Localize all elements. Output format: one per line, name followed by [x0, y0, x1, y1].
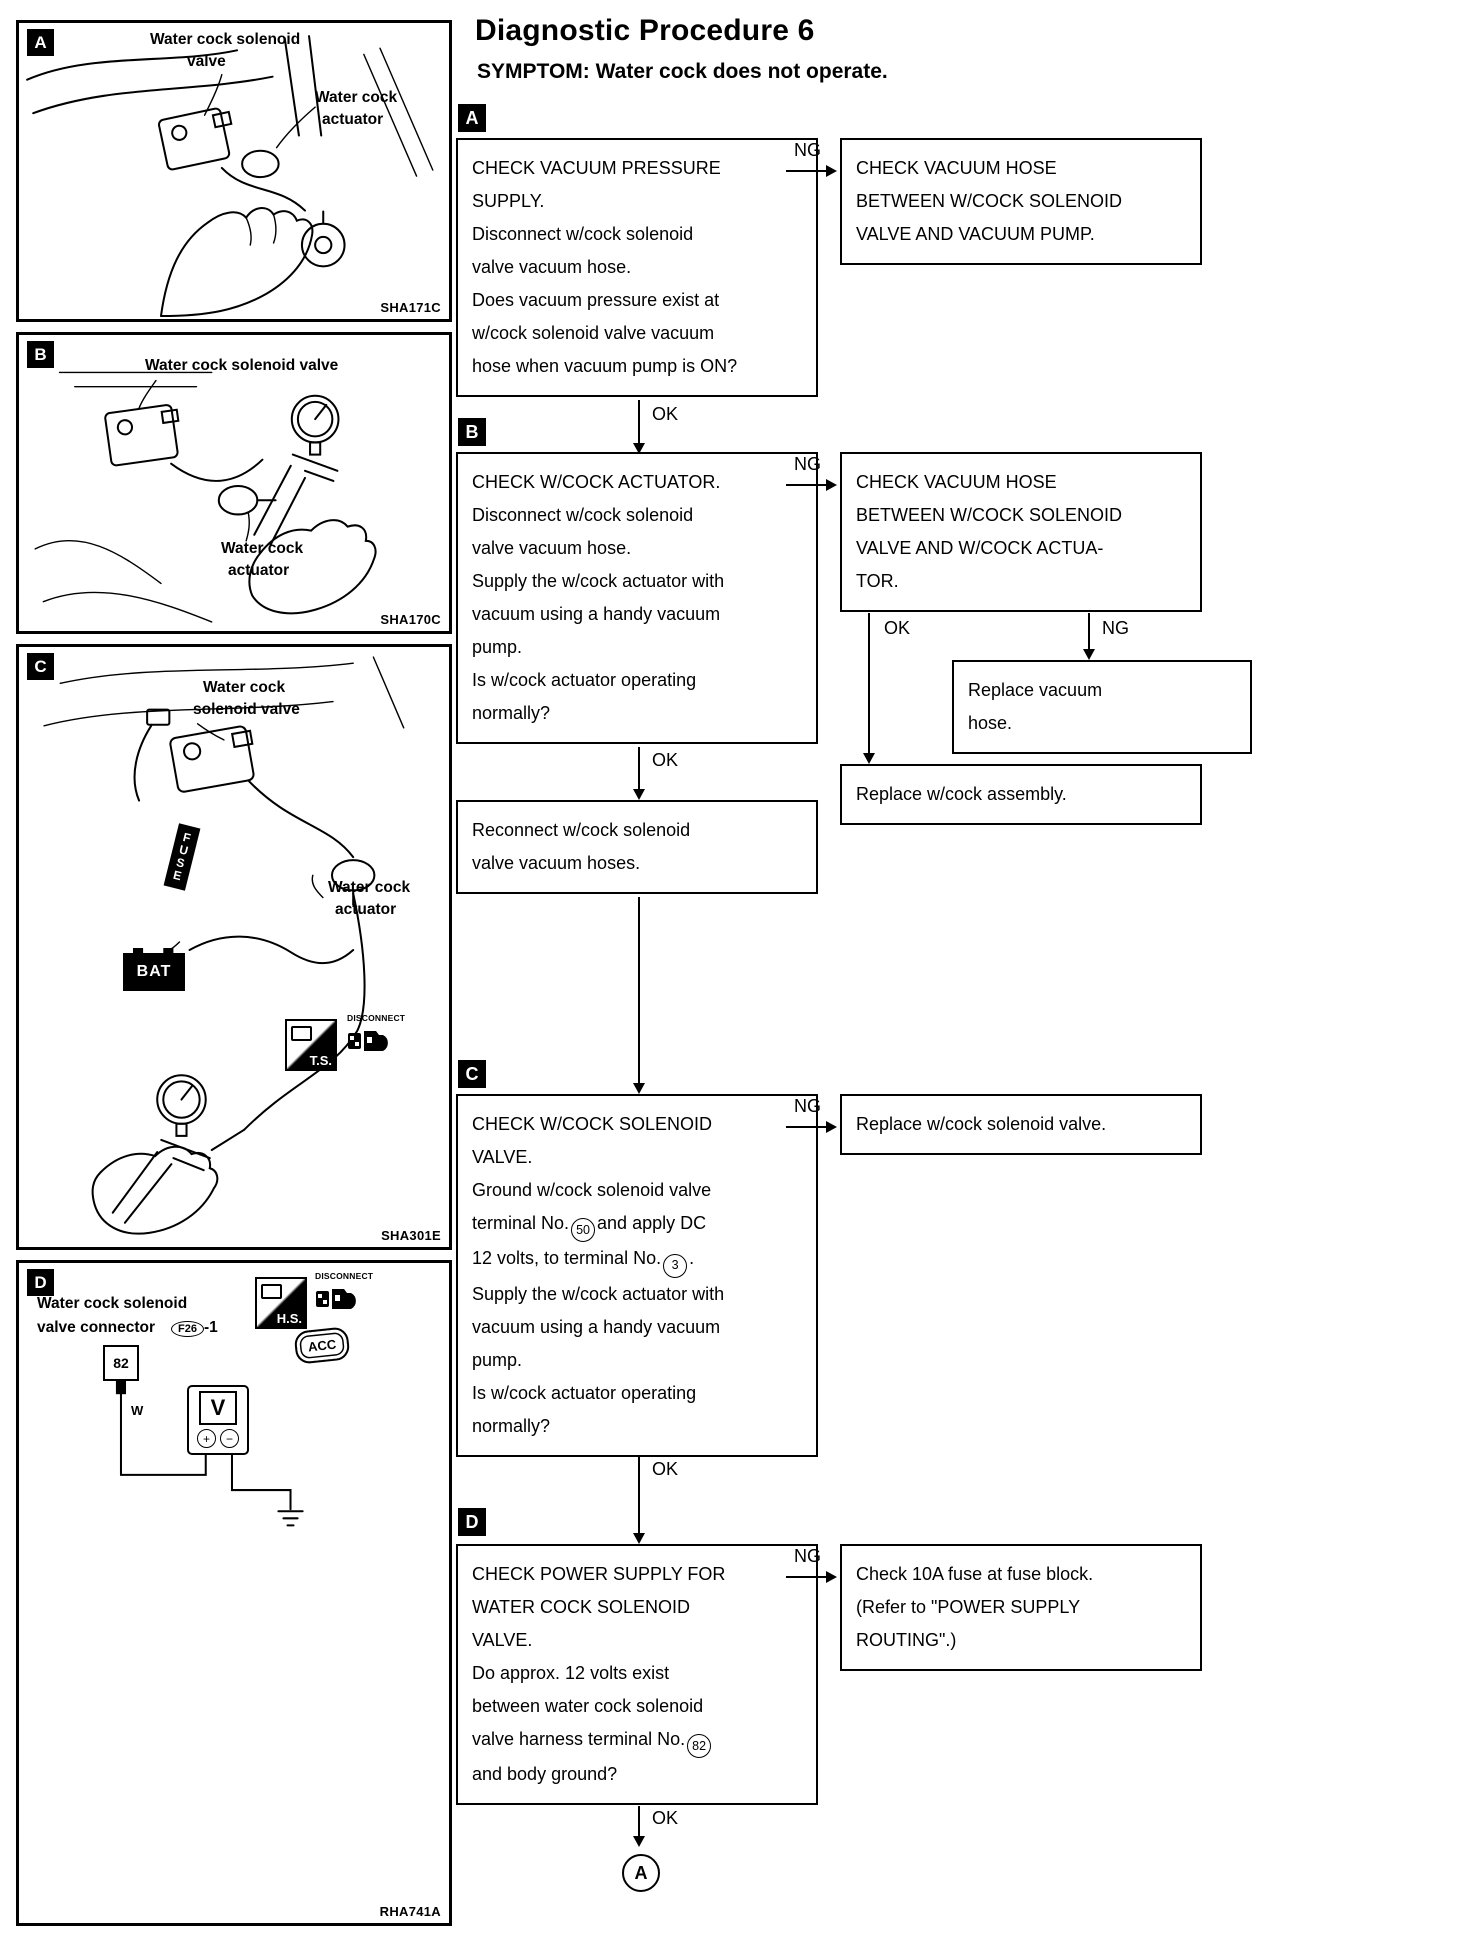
flow-box-check-fuse: [840, 1544, 1202, 1671]
flow-text-line: Supply the w/cock actuator with: [472, 1283, 725, 1304]
engine-illustration-c: [19, 647, 449, 1247]
figure-code: SHA171C: [380, 300, 441, 315]
callout-solenoid-valve: Water cock solenoid valve: [145, 357, 339, 374]
flow-text-line: [472, 1242, 802, 1277]
ts-icon: [285, 1019, 337, 1071]
disconnect-glyph-icon: [315, 1281, 361, 1315]
flow-text-line: VALVE AND VACUUM PUMP.: [856, 224, 1095, 244]
ok-label: OK: [652, 750, 679, 770]
flow-connector-line: [638, 1455, 640, 1533]
flow-connector-line: [868, 613, 870, 753]
flow-text-line: TOR.: [856, 571, 899, 591]
flow-text-line: [472, 1723, 802, 1758]
callout-solenoid-valve: Water cock: [203, 679, 286, 696]
flow-text-line: hose when vacuum pump is ON?: [472, 356, 738, 376]
arrow-down-icon: [633, 1533, 645, 1544]
flow-step-label-c: C: [458, 1060, 486, 1088]
arrow-down-icon: [633, 1836, 645, 1847]
figure-code: SHA170C: [380, 612, 441, 627]
flow-text-line: Is w/cock actuator operating: [472, 670, 697, 690]
connector-glyph-icon: [261, 1284, 282, 1299]
flow-text-line: normally?: [472, 1415, 551, 1436]
callout-solenoid-valve: Water cock solenoid: [150, 31, 301, 48]
panel-label-b: B: [27, 341, 54, 368]
voltmeter-letter: V: [199, 1391, 237, 1425]
ok-label: OK: [884, 618, 911, 638]
flow-text-part: .: [689, 1248, 695, 1269]
callout-actuator-2: actuator: [335, 901, 397, 918]
flow-connector-line: [786, 484, 826, 486]
flow-text-line: and body ground?: [472, 1764, 618, 1785]
arrow-down-icon: [633, 789, 645, 800]
ng-label: NG: [794, 1096, 821, 1116]
figure-panel-b: [16, 332, 452, 634]
flow-text-line: CHECK POWER SUPPLY FOR: [472, 1564, 726, 1584]
arrow-right-icon: [826, 165, 837, 177]
callout-actuator: Water cock: [328, 879, 411, 896]
ts-icon-label: T.S.: [309, 1053, 332, 1068]
flow-box-check-wcock-actuator: [456, 452, 818, 744]
flow-text-line: valve vacuum hose.: [472, 538, 632, 558]
flow-text-line: VALVE AND W/COCK ACTUA-: [856, 538, 1104, 558]
arrow-down-icon: [863, 753, 875, 764]
flow-text-line: Do approx. 12 volts exist: [472, 1663, 670, 1683]
fuse-ribbon: FUSE: [164, 823, 201, 890]
figure-panel-c: [16, 644, 452, 1250]
figure-panel-d: [16, 1260, 452, 1926]
flow-box-reconnect-hoses: [456, 800, 818, 894]
flow-text-line: Replace vacuum: [968, 680, 1103, 700]
flow-text-line: CHECK VACUUM HOSE: [856, 472, 1057, 492]
flow-connector-line: [638, 1806, 640, 1836]
flow-box-replace-vacuum-hose: [952, 660, 1252, 754]
flow-text-line: [472, 1207, 802, 1242]
ng-label: NG: [794, 454, 821, 474]
ng-label: NG: [794, 140, 821, 160]
ng-label: NG: [794, 1546, 821, 1566]
terminal-3-badge: 3: [663, 1254, 687, 1278]
flow-connector-line: [786, 170, 826, 172]
flow-text-line: Check 10A fuse at fuse block.: [856, 1564, 1094, 1584]
wire-color-label: W: [131, 1403, 144, 1418]
end-connector-a: A: [622, 1854, 660, 1892]
disconnect-glyph-icon: [347, 1023, 393, 1057]
flow-text-line: Reconnect w/cock solenoid: [472, 820, 691, 840]
figure-panel-a: [16, 20, 452, 322]
flow-connector-line: [638, 747, 640, 789]
flow-connector-line: [786, 1126, 826, 1128]
ok-label: OK: [652, 1459, 679, 1479]
callout-actuator: Water cock: [315, 89, 398, 106]
callout-actuator-2: actuator: [228, 562, 290, 579]
flow-text-line: normally?: [472, 703, 551, 723]
flow-text-line: CHECK W/COCK ACTUATOR.: [472, 472, 721, 492]
terminal-82-box: 82: [103, 1345, 139, 1381]
flow-box-replace-solenoid-valve: [840, 1094, 1202, 1155]
terminal-82-badge: 82: [687, 1734, 711, 1758]
disconnect-icon-label: DISCONNECT: [315, 1271, 374, 1281]
voltmeter-terminals: [189, 1429, 247, 1448]
connector-reference: [171, 1319, 218, 1337]
flow-text-line: ROUTING".): [856, 1630, 957, 1650]
flow-text-line: vacuum using a handy vacuum: [472, 604, 721, 624]
flow-text-line: SUPPLY.: [472, 191, 545, 211]
flow-text-part: terminal No.: [472, 1213, 570, 1233]
flow-box-check-hose-to-pump: [840, 138, 1202, 265]
hs-icon-label: H.S.: [276, 1311, 302, 1326]
flow-connector-line: [1088, 613, 1090, 649]
flow-text-line: pump.: [472, 637, 523, 657]
ok-label: OK: [652, 404, 679, 424]
hs-icon: [255, 1277, 307, 1329]
panel-label-a: A: [27, 29, 54, 56]
flow-box-check-solenoid-valve: [456, 1094, 818, 1457]
flow-text-line: Does vacuum pressure exist at: [472, 290, 720, 310]
callout-solenoid-valve-2: solenoid valve: [193, 701, 300, 718]
flow-text-line: pump.: [472, 1349, 523, 1370]
connector-caption-2: valve connector: [37, 1319, 156, 1336]
voltmeter: [187, 1385, 249, 1455]
flow-text-line: VALVE.: [472, 1147, 533, 1167]
flow-text-line: (Refer to "POWER SUPPLY: [856, 1597, 1081, 1617]
flow-text-line: Replace w/cock solenoid valve.: [856, 1114, 1107, 1134]
panel-label-c: C: [27, 653, 54, 680]
disconnect-icon: [315, 1271, 373, 1320]
arrow-right-icon: [826, 1121, 837, 1133]
connector-code-oval: F26: [171, 1321, 204, 1337]
flow-text-line: CHECK VACUUM PRESSURE: [472, 158, 721, 178]
flow-box-replace-wcock-assembly: [840, 764, 1202, 825]
panel-label-d: D: [27, 1269, 54, 1296]
acc-ignition-icon: ACC: [293, 1326, 350, 1364]
flow-text-line: valve vacuum hose.: [472, 257, 632, 277]
flow-box-check-hose-to-actuator: [840, 452, 1202, 612]
flow-text-line: BETWEEN W/COCK SOLENOID: [856, 505, 1123, 525]
flow-connector-line: [786, 1576, 826, 1578]
disconnect-icon: [347, 1013, 405, 1062]
figure-code: SHA301E: [381, 1228, 441, 1243]
connector-caption: Water cock solenoid: [37, 1295, 188, 1312]
flow-connector-line: [638, 400, 640, 443]
arrow-down-icon: [1083, 649, 1095, 660]
flow-text-line: Disconnect w/cock solenoid: [472, 505, 694, 525]
battery-icon: BAT: [123, 953, 185, 991]
flow-text-part: valve harness terminal No.: [472, 1729, 686, 1749]
arrow-down-icon: [633, 1083, 645, 1094]
arrow-right-icon: [826, 479, 837, 491]
flow-text-line: CHECK VACUUM HOSE: [856, 158, 1057, 178]
flow-box-check-vacuum-pressure: [456, 138, 818, 397]
connector-code-suffix: -1: [203, 1319, 218, 1336]
flow-text-line: VALVE.: [472, 1630, 533, 1650]
flow-text-part: and apply DC: [597, 1213, 707, 1233]
flow-text-line: Disconnect w/cock solenoid: [472, 224, 694, 244]
flow-connector-line: [638, 897, 640, 1083]
ng-label: NG: [1102, 618, 1129, 638]
flow-text-line: vacuum using a handy vacuum: [472, 1316, 721, 1337]
flow-text-line: CHECK W/COCK SOLENOID: [472, 1114, 713, 1134]
flow-text-line: Is w/cock actuator operating: [472, 1382, 697, 1403]
minus-terminal-icon: −: [220, 1429, 239, 1448]
engine-illustration-a: [19, 23, 449, 319]
terminal-50-badge: 50: [571, 1218, 595, 1242]
page-title: Diagnostic Procedure 6: [475, 14, 815, 47]
flow-text-line: Supply the w/cock actuator with: [472, 571, 725, 591]
flow-text-line: w/cock solenoid valve vacuum: [472, 323, 715, 343]
engine-illustration-b: [19, 335, 449, 631]
flow-step-label-d: D: [458, 1508, 486, 1536]
flow-text-line: Ground w/cock solenoid valve: [472, 1180, 712, 1200]
figure-code: RHA741A: [379, 1904, 441, 1919]
flow-text-line: BETWEEN W/COCK SOLENOID: [856, 191, 1123, 211]
callout-solenoid-valve-2: valve: [187, 53, 226, 70]
callout-actuator: Water cock: [221, 540, 304, 557]
flow-step-label-a: A: [458, 104, 486, 132]
flow-box-check-power-supply: [456, 1544, 818, 1805]
flow-text-line: Replace w/cock assembly.: [856, 784, 1067, 804]
circuit-illustration-d: [19, 1263, 449, 1923]
flow-text-part: 12 volts, to terminal No.: [472, 1248, 662, 1269]
plus-terminal-icon: +: [197, 1429, 216, 1448]
connector-glyph-icon: [291, 1026, 312, 1041]
flow-text-line: hose.: [968, 713, 1013, 733]
flow-text-line: between water cock solenoid: [472, 1696, 704, 1716]
symptom-subtitle: SYMPTOM: Water cock does not operate.: [477, 60, 888, 83]
ok-label: OK: [652, 1808, 679, 1828]
disconnect-icon-label: DISCONNECT: [347, 1013, 406, 1023]
flow-text-line: valve vacuum hoses.: [472, 853, 641, 873]
flow-text-line: WATER COCK SOLENOID: [472, 1597, 691, 1617]
flow-step-label-b: B: [458, 418, 486, 446]
callout-actuator-2: actuator: [322, 111, 384, 128]
arrow-right-icon: [826, 1571, 837, 1583]
